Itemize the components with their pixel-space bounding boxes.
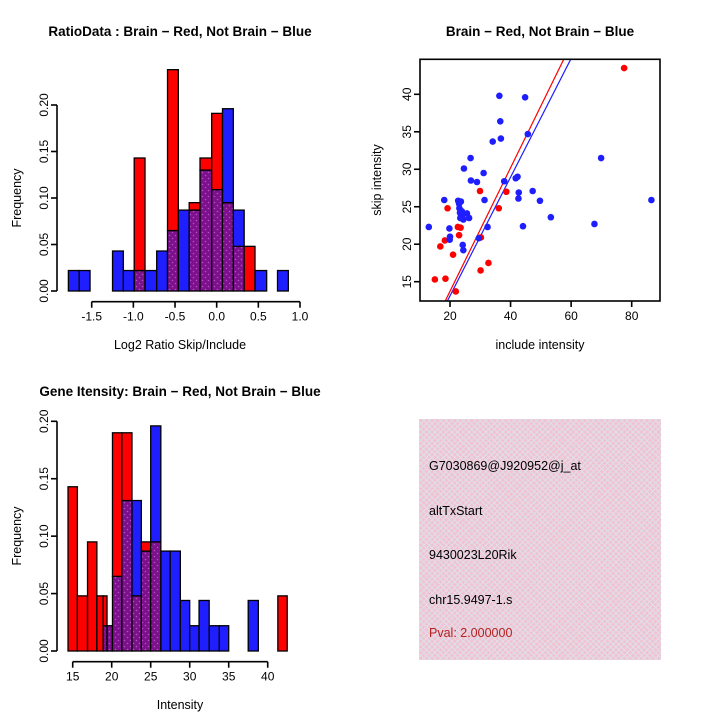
scatter-point-blue bbox=[548, 214, 555, 221]
x-tick-label: 40 bbox=[261, 669, 275, 684]
y-tick-label: 35 bbox=[400, 125, 414, 139]
hist-bar-segment-blue bbox=[123, 271, 134, 291]
hist-bar-segment-blue bbox=[190, 626, 199, 651]
hist-bar-segment-blue bbox=[68, 271, 79, 291]
hist-bar-segment-purple bbox=[212, 190, 223, 291]
y-tick-label: 0.15 bbox=[37, 139, 51, 164]
y-tick-label: 0.15 bbox=[37, 467, 51, 491]
hist-bar-segment-red bbox=[168, 70, 179, 231]
scatter-point-blue bbox=[468, 177, 475, 184]
scatter-point-red bbox=[621, 65, 628, 72]
scatter-point-blue bbox=[458, 198, 465, 205]
ratio-histogram-ylabel: Frequency bbox=[10, 168, 24, 228]
hist-bar-segment-red bbox=[189, 203, 200, 210]
hist-bar-segment-blue bbox=[248, 600, 258, 651]
y-tick-label: 20 bbox=[400, 237, 414, 251]
scatter-point-blue bbox=[426, 224, 433, 231]
y-tick-label: 30 bbox=[400, 162, 414, 176]
x-tick-label: -0.5 bbox=[164, 309, 186, 324]
scatter-point-blue bbox=[474, 179, 481, 186]
scatter-point-blue bbox=[522, 94, 529, 101]
scatter-point-red bbox=[437, 243, 444, 250]
hist-bar-segment-red bbox=[244, 246, 255, 291]
y-tick-label: 0.20 bbox=[37, 93, 51, 117]
hist-bar-segment-blue bbox=[209, 626, 219, 651]
x-tick-label: 30 bbox=[183, 669, 197, 684]
x-tick-label: 35 bbox=[222, 669, 236, 684]
hist-bar-segment-blue bbox=[180, 600, 189, 651]
hist-bar-segment-blue bbox=[199, 600, 209, 651]
hist-bar-segment-red bbox=[68, 487, 77, 651]
scatter-point-blue bbox=[496, 92, 503, 99]
scatter-point-blue bbox=[525, 131, 532, 138]
regression-line-blue bbox=[447, 59, 571, 301]
hist-bar-segment-red bbox=[141, 542, 150, 551]
y-tick-label: 0.00 bbox=[37, 639, 51, 663]
gene-intensity-histogram-ylabel: Frequency bbox=[10, 506, 24, 566]
plot-frame bbox=[420, 59, 660, 301]
hist-bar-segment-purple bbox=[151, 542, 161, 651]
y-tick-label: 0.00 bbox=[37, 279, 51, 303]
intensity-scatter-plot bbox=[360, 0, 720, 360]
hist-bar-segment-purple bbox=[134, 271, 145, 291]
scatter-point-blue bbox=[475, 235, 482, 242]
hist-bar-segment-blue bbox=[219, 626, 228, 651]
scatter-point-blue bbox=[498, 135, 505, 142]
hist-bar-segment-red bbox=[112, 433, 121, 577]
scatter-point-blue bbox=[529, 188, 536, 195]
scatter-point-blue bbox=[461, 165, 468, 172]
hist-bar-segment-red bbox=[200, 158, 212, 170]
x-tick-label: 60 bbox=[564, 309, 578, 323]
hist-bar-segment-blue bbox=[157, 251, 168, 291]
x-tick-label: 25 bbox=[144, 669, 158, 684]
scatter-point-red bbox=[452, 288, 459, 295]
scatter-point-blue bbox=[501, 178, 508, 185]
scatter-point-red bbox=[450, 251, 457, 258]
scatter-point-blue bbox=[460, 216, 467, 223]
hist-bar-segment-blue bbox=[79, 271, 90, 291]
scatter-point-red bbox=[485, 260, 492, 267]
scatter-point-blue bbox=[515, 189, 522, 196]
panel-intensity-scatter bbox=[360, 0, 720, 360]
scatter-point-red bbox=[457, 224, 464, 231]
y-tick-label: 0.10 bbox=[37, 524, 51, 548]
hist-bar-segment-red bbox=[103, 596, 107, 626]
scatter-point-blue bbox=[441, 197, 448, 204]
hist-bar-segment-red bbox=[134, 158, 145, 271]
scatter-point-red bbox=[495, 205, 502, 212]
hist-bar-segment-blue bbox=[132, 501, 141, 596]
gene-info-box bbox=[419, 419, 661, 660]
y-tick-label: 0.05 bbox=[37, 581, 51, 606]
scatter-point-red bbox=[432, 276, 439, 283]
scatter-point-red bbox=[477, 188, 484, 195]
x-tick-label: -1.0 bbox=[123, 309, 144, 324]
hist-bar-segment-purple bbox=[141, 551, 150, 651]
scatter-point-blue bbox=[481, 197, 488, 204]
scatter-point-blue bbox=[520, 223, 527, 230]
hist-bar-segment-red bbox=[122, 433, 132, 501]
panel-gene-info bbox=[360, 360, 720, 720]
gene-name-text: 9430023L20Rik bbox=[429, 548, 517, 562]
scatter-point-blue bbox=[446, 225, 453, 232]
scatter-point-blue bbox=[467, 155, 474, 162]
scatter-point-blue bbox=[489, 138, 496, 145]
y-tick-label: 0.20 bbox=[37, 409, 51, 433]
hist-bar-segment-purple bbox=[233, 246, 244, 291]
ratio-histogram-title: RatioData : Brain − Red, Not Brain − Blue bbox=[48, 24, 312, 39]
y-tick-label: 40 bbox=[400, 87, 414, 101]
x-tick-label: 20 bbox=[105, 669, 119, 684]
hist-bar-segment-purple bbox=[122, 501, 132, 651]
hist-bar-segment-blue bbox=[178, 210, 189, 291]
hist-bar-segment-blue bbox=[113, 251, 124, 291]
hist-bar-segment-red bbox=[77, 596, 87, 651]
scatter-point-red bbox=[456, 232, 463, 239]
scatter-title: Brain − Red, Not Brain − Blue bbox=[445, 24, 635, 39]
hist-bar-segment-blue bbox=[255, 271, 267, 291]
scatter-point-red bbox=[503, 188, 510, 195]
x-tick-label: -1.5 bbox=[81, 309, 103, 324]
scatter-point-blue bbox=[446, 236, 453, 243]
x-tick-label: 1.0 bbox=[291, 309, 309, 324]
hist-bar-segment-blue bbox=[170, 551, 180, 651]
chromosome-location-text: chr15.9497-1.s bbox=[429, 593, 513, 607]
hist-bar-segment-blue bbox=[161, 551, 170, 651]
hist-bar-segment-purple bbox=[200, 170, 212, 291]
scatter-xlabel: include intensity bbox=[495, 338, 585, 352]
x-tick-label: 0.5 bbox=[249, 309, 267, 324]
hist-bar-segment-purple bbox=[223, 203, 234, 291]
hist-bar-segment-blue bbox=[145, 271, 157, 291]
ratio-histogram-plot bbox=[0, 0, 360, 360]
y-tick-label: 15 bbox=[400, 275, 414, 289]
hist-bar-segment-blue bbox=[278, 271, 289, 291]
gene-intensity-histogram-title: Gene Itensity: Brain − Red, Not Brain − Blue bbox=[39, 384, 321, 399]
x-tick-label: 0.0 bbox=[208, 309, 226, 324]
hist-bar-segment-red bbox=[278, 596, 287, 651]
scatter-point-blue bbox=[515, 195, 522, 202]
scatter-point-blue bbox=[537, 197, 544, 204]
hist-bar-segment-purple bbox=[189, 210, 200, 291]
scatter-point-blue bbox=[514, 173, 521, 180]
scatter-point-blue bbox=[466, 215, 473, 222]
hist-bar-segment-blue bbox=[233, 210, 244, 246]
panel-ratio-histogram bbox=[0, 0, 360, 360]
scatter-point-blue bbox=[648, 197, 655, 204]
y-tick-label: 25 bbox=[400, 200, 414, 214]
hist-bar-segment-purple bbox=[112, 576, 121, 651]
scatter-point-red bbox=[444, 205, 451, 212]
x-tick-label: 40 bbox=[503, 309, 518, 323]
hist-bar-segment-purple bbox=[168, 231, 179, 291]
event-type-text: altTxStart bbox=[429, 504, 483, 518]
gene-intensity-histogram-xlabel: Intensity bbox=[156, 698, 204, 712]
x-tick-label: 15 bbox=[66, 669, 80, 684]
hist-bar-segment-blue bbox=[151, 426, 161, 542]
gene-intensity-histogram-plot bbox=[0, 360, 360, 720]
scatter-point-blue bbox=[598, 155, 605, 162]
scatter-point-red bbox=[442, 275, 449, 282]
panel-gene-intensity-histogram bbox=[0, 360, 360, 720]
scatter-point-blue bbox=[591, 221, 598, 228]
hist-bar-segment-purple bbox=[107, 626, 112, 651]
probe-id-text: G7030869@J920952@j_at bbox=[429, 459, 581, 473]
y-tick-label: 0.10 bbox=[37, 186, 51, 210]
y-tick-label: 0.05 bbox=[37, 232, 51, 257]
hist-bar-segment-red bbox=[212, 113, 223, 189]
scatter-point-red bbox=[477, 267, 484, 274]
scatter-point-blue bbox=[460, 247, 467, 254]
scatter-point-blue bbox=[497, 118, 504, 125]
pval-text: Pval: 2.000000 bbox=[429, 626, 513, 640]
scatter-point-blue bbox=[484, 224, 491, 231]
hist-bar-segment-red bbox=[88, 542, 97, 651]
scatter-ylabel: skip intensity bbox=[370, 144, 384, 216]
hist-bar-segment-purple bbox=[132, 596, 141, 651]
scatter-point-blue bbox=[480, 170, 487, 177]
x-tick-label: 20 bbox=[443, 309, 457, 323]
hist-bar-segment-blue bbox=[223, 109, 234, 203]
hist-bar-segment-red bbox=[97, 596, 103, 651]
ratio-histogram-xlabel: Log2 Ratio Skip/Include bbox=[113, 338, 247, 352]
x-tick-label: 80 bbox=[625, 309, 639, 323]
